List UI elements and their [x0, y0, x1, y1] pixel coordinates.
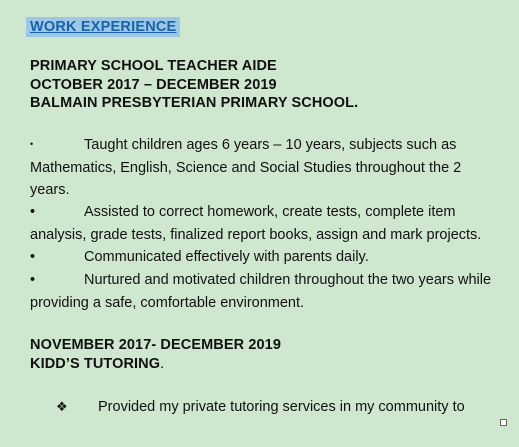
bullet-paragraph	[30, 269, 500, 314]
job-dates: OCTOBER 2017 – DECEMBER 2019	[30, 76, 277, 93]
bullet-text: Taught children ages 6 years – 10 years, subjects such as Mathematics, English, Science and Social Studies throughout the 2 years.	[30, 137, 462, 198]
bullet-marker: •	[30, 272, 36, 288]
bullet-text: Communicated effectively with parents daily.	[84, 249, 369, 265]
job-header-tutoring	[30, 336, 281, 373]
bullet-text: Nurtured and motivated children throughout the two years while providing a safe, comfortable environment.	[30, 272, 492, 311]
employer-name: KIDD’S TUTORING	[30, 355, 161, 372]
resize-handle[interactable]	[500, 419, 507, 426]
bullet-paragraph	[30, 201, 500, 246]
diamond-bullet-icon: ❖	[56, 399, 68, 414]
job-dates: NOVEMBER 2017- DECEMBER 2019	[30, 337, 281, 353]
bullet-paragraph	[56, 397, 465, 417]
bullet-marker: •	[30, 204, 36, 220]
bullet-text: Assisted to correct homework, create tests, complete item analysis, grade tests, finalized report books, assign and mark projects.	[30, 204, 482, 243]
section-heading-work-experience[interactable]: WORK EXPERIENCE	[26, 17, 180, 37]
job-employer: BALMAIN PRESBYTERIAN PRIMARY SCHOOL.	[30, 95, 359, 111]
job-title: PRIMARY SCHOOL TEACHER AIDE	[30, 58, 277, 74]
job-employer	[30, 355, 281, 374]
employer-suffix: .	[160, 355, 165, 372]
job-header-teacher-aide	[30, 57, 358, 113]
bullet-paragraph	[30, 133, 500, 202]
bullet-paragraph	[30, 246, 500, 269]
bullet-text: Provided my private tutoring services in my community to	[98, 399, 465, 415]
bullet-marker: •	[30, 249, 36, 265]
bullet-marker: •	[30, 139, 34, 149]
